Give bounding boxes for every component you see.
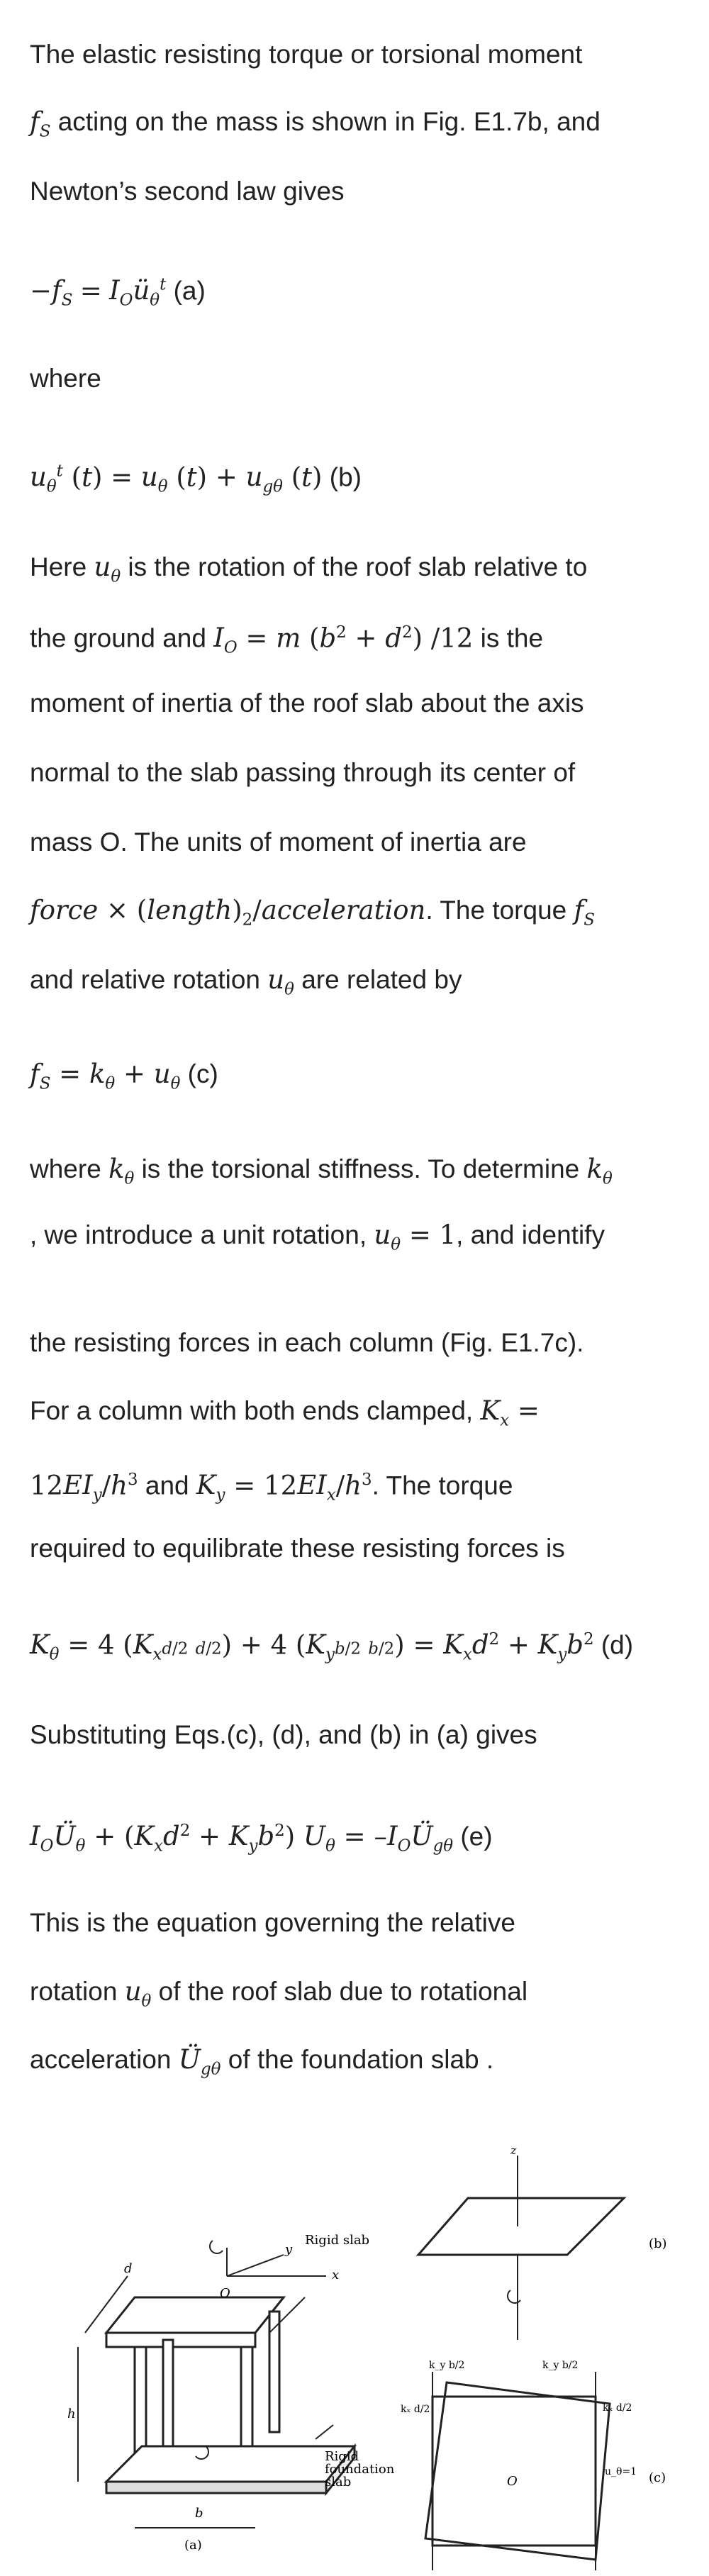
text-line-13: the resisting forces in each column (Fig. E1.7c). (30, 1328, 584, 1357)
unit-rotation-label: u_θ=1 (605, 2466, 637, 2477)
plan-square (432, 2397, 596, 2546)
text-line-18: This is the equation governing the relative (30, 1908, 515, 1937)
foundation-label-2: foundation (325, 2462, 395, 2477)
text-line-6: moment of inertia of the roof slab about the axis (30, 688, 584, 718)
axis-x-label: x (332, 2268, 340, 2282)
text-line-14: For a column with both ends clamped, $K_x$ = (30, 1395, 540, 1430)
dim-d-label: d (124, 2261, 133, 2276)
text-line-2: $f_S$ acting on the mass is shown in Fig. E1.7b, and (30, 106, 601, 141)
column-back-right (269, 2312, 279, 2432)
text-line-17: Substituting Eqs.(c), (d), and (b) in (a) gives (30, 1720, 537, 1749)
text-line-15: $12EI_y/h^3$ and $K_y = 12EI_x/h^3$. The torque (30, 1470, 513, 1505)
equation-tag-d: (d) (601, 1630, 634, 1660)
figure-a-frame (78, 2241, 354, 2528)
text-line-1: The elastic resisting torque or torsional moment (30, 40, 583, 69)
figure-b-axis-z: z (510, 2143, 517, 2157)
rigid-slab-shape (106, 2297, 284, 2333)
origin-label-a: O (220, 2286, 230, 2301)
column-back-left (163, 2340, 173, 2446)
plan-rotated-square (425, 2382, 610, 2560)
text-line-where-1: where (30, 364, 101, 393)
foundation-label-3: slab (325, 2475, 352, 2489)
equation-tag-b: (b) (329, 462, 362, 492)
equation-d: $K_\theta = 4$ ($K_xd/2$ d/2) + 4 ($K_yb/2$ $b/2) = K_xd^2 + K_yb^2$ (d) (30, 1629, 634, 1664)
text-line-8: mass O. The units of moment of inertia are (30, 827, 527, 857)
origin-label-c: O (507, 2474, 518, 2489)
dim-b-label: b (195, 2506, 203, 2521)
rigid-slab-label: Rigid slab (305, 2233, 370, 2248)
equation-a: $-f_S$ = $I_Oü_\theta^t$ (a) (30, 275, 206, 310)
figure-c-label: (c) (649, 2470, 666, 2485)
text-line-5: the ground and $I_O = m$ $(b^2 + d^2)$ /12 is the (30, 623, 544, 657)
text-line-11: where $k_\theta$ is the torsional stiffness. To determine $k_\theta$ (30, 1154, 613, 1188)
text-line-20: acceleration $Ü_{g\theta}$ of the foundation slab . (30, 2044, 494, 2079)
equation-tag-c: (c) (187, 1059, 218, 1088)
force-label-kx-left: kₓ d/2 (401, 2404, 430, 2415)
text-line-10: and relative rotation $u_\theta$ are related by (30, 964, 462, 999)
figure-a-label: (a) (184, 2538, 202, 2553)
foundation-label-1: Rigid (325, 2449, 359, 2464)
equation-b: $u_\theta^t$ $(t) = u_\theta$ $(t) + u_{g\theta}$ (t) (b) (30, 462, 362, 496)
dim-h-label: h (67, 2407, 76, 2421)
text-line-16: required to equilibrate these resisting forces is (30, 1534, 565, 1563)
figure-c (425, 2372, 610, 2570)
equation-c: $f_S = k_\theta + u_\theta$ (c) (30, 1059, 218, 1093)
text-line-9: force × $(length)_2$/acceleration. The torque $f_S$ (30, 895, 595, 930)
equation-tag-a: (a) (173, 276, 206, 306)
foundation-slab (106, 2446, 354, 2482)
equation-tag-e: (e) (460, 1822, 493, 1851)
text-line-19: rotation $u_\theta$ of the roof slab due to rotational (30, 1976, 528, 2011)
figure-b-label: (b) (649, 2236, 667, 2251)
text-line-7: normal to the slab passing through its center of (30, 758, 576, 787)
force-label-ky-top-right: k_y b/2 (542, 2360, 579, 2371)
figure-b-slab (418, 2198, 624, 2255)
figure-e1-7 (0, 2127, 709, 2576)
force-label-kx-right: kₓ d/2 (603, 2402, 632, 2414)
text-line-3: Newton’s second law gives (30, 177, 345, 206)
force-label-ky-top-left: k_y b/2 (429, 2360, 465, 2371)
text-line-4: Here $u_\theta$ is the rotation of the roof slab relative to (30, 552, 588, 586)
equation-e: $I_OÜ_\theta + (K_xd^2 + K_yb^2) U_\theta$ = $-I_OÜ_{g\theta}$ (e) (30, 1821, 493, 1856)
figure-b (418, 2156, 624, 2340)
axis-y-label: y (285, 2242, 293, 2257)
text-line-12: , we introduce a unit rotation, $u_\theta = 1$, and identify (30, 1220, 605, 1254)
